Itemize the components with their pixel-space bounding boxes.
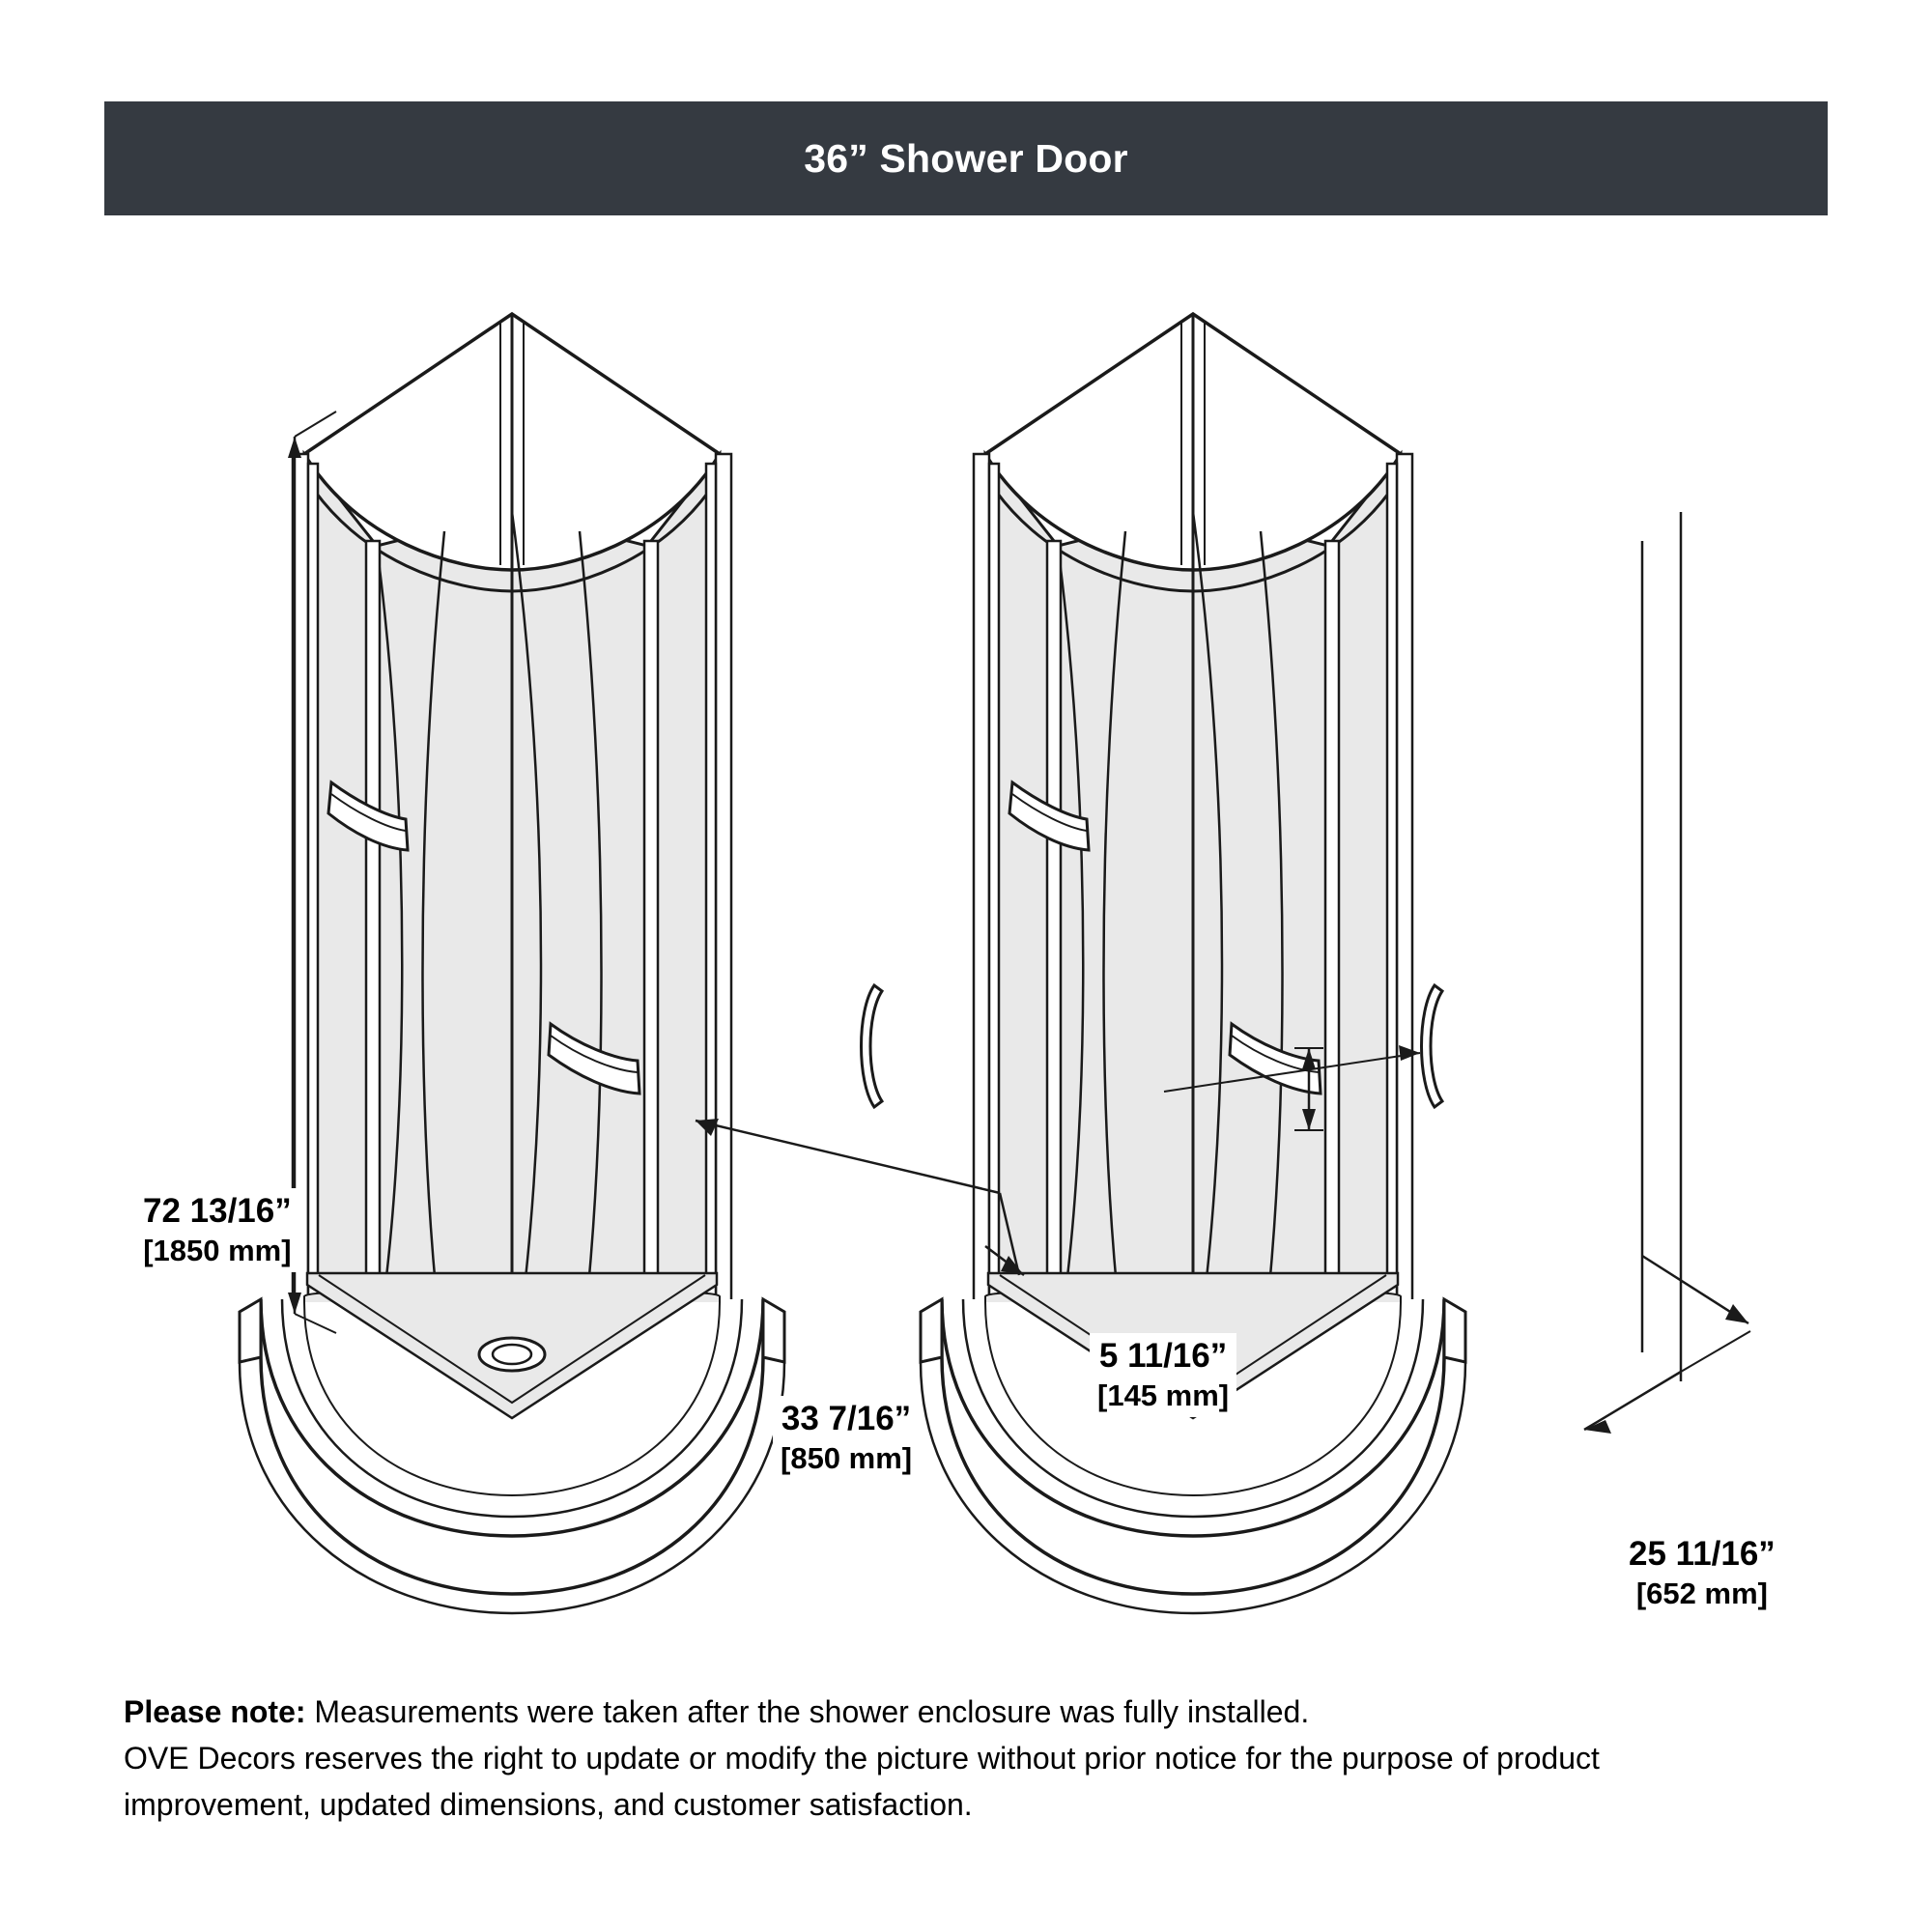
dimension-label-door-opening-gap [1090,1333,1236,1417]
page-title: 36” Shower Door [804,135,1128,181]
dimension-label-overall-height [135,1188,299,1272]
diagram-canvas [0,222,1932,1642]
footer-note-line-1 [124,1689,1824,1735]
footer-note-label: Please note: [124,1694,306,1729]
dimension-imperial-overall-width: 33 7/16” [781,1400,912,1437]
dimension-imperial-door-opening-gap: 5 11/16” [1098,1337,1228,1375]
dimension-metric-overall-width: [850 mm] [781,1440,913,1475]
footer-note-line-3: improvement, updated dimensions, and customer satisfaction. [124,1787,973,1822]
header-title-bar [104,101,1828,215]
dimension-metric-base-depth: [652 mm] [1635,1576,1768,1610]
footer-note-text-1: Measurements were taken after the shower enclosure was fully installed. [305,1694,1310,1729]
footer-note [124,1689,1824,1828]
door-handle-right-view [1422,985,1443,1107]
dimension-label-overall-width [773,1396,920,1480]
door-handle-left-view [862,985,883,1107]
dimension-metric-door-opening-gap: [145 mm] [1097,1378,1230,1412]
footer-note-line-2: OVE Decors reserves the right to update or modify the picture without prior notice for the purpose of product [124,1741,1600,1776]
dimension-imperial-overall-height: 72 13/16” [143,1192,292,1230]
dimension-imperial-base-depth: 25 11/16” [1629,1535,1776,1573]
shower-enclosure-drawing [0,222,1932,1642]
enclosure-view-right [921,314,1681,1613]
dimension-label-base-depth [1621,1531,1783,1615]
dimension-metric-overall-height: [1850 mm] [143,1233,292,1267]
